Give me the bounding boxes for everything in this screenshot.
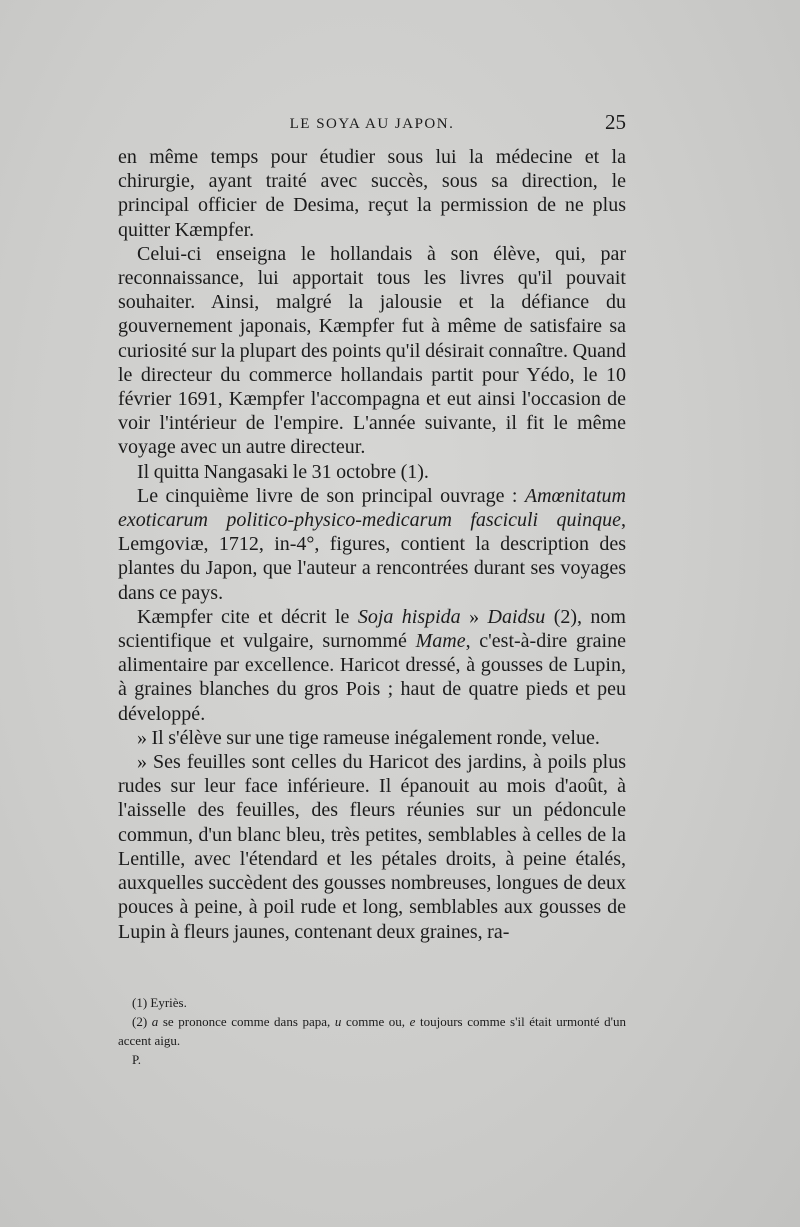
paragraph: » Ses feuilles sont celles du Haricot des jardins, à poils plus rudes sur leur face inférieure. Il épanouit au mois d'août, à l'aisselle des feuilles, des fleurs réunies sur un pédoncule commun, d'un blanc bleu, très petites, semblables à celles de la Lentille, avec l'étendard et les pétales droits, à peine étalés, auxquelles succèdent des gousses nombreuses, longues de deux pouces à peine, à poil rude et long, semblables aux gousses de Lupin à fleurs jaunes, contenant deux graines, ra- (118, 751, 626, 943)
body-text (118, 145, 626, 944)
letter: e (409, 1014, 416, 1029)
text-run: Kæmpfer cite et décrit le (137, 605, 358, 628)
text-run: , Lemgoviæ, 1712, in-4°, figures, contient la description des plantes du Japon, que l'auteur a rencontrées durant ses voyages dans ce pays. (118, 509, 626, 604)
japanese-name: Mame (415, 630, 466, 653)
paragraph: en même temps pour étudier sous lui la médecine et la chirurgie, ayant traité avec succès, sous sa direction, le principal officier de Desima, reçut la permission de ne plus quitter Kæmpfer. (118, 146, 626, 241)
footnote: (1) Eyriès. (132, 995, 187, 1010)
paragraph: Il quitta Nangasaki le 31 octobre (1). (137, 460, 429, 483)
text-run: » (460, 605, 488, 628)
text-run: toujours comme s'il était urmonté d'un accent aigu. (118, 1014, 626, 1048)
footnote-signature: P. (132, 1052, 142, 1067)
text-run: comme ou, (341, 1014, 410, 1029)
page-header (118, 110, 626, 140)
running-title: LE SOYA AU JAPON. (289, 116, 455, 132)
book-title: Amœnitatum exoticarum politico-physico-medicarum fasciculi quinque (118, 484, 626, 532)
text-run: (2), nom scientifique et vulgaire, surnommé (118, 605, 626, 653)
paragraph: » Il s'élève sur une tige rameuse inégalement ronde, velue. (137, 726, 600, 749)
footnote (118, 1012, 626, 1050)
page-number: 25 (605, 110, 626, 134)
text-run: , c'est-à-dire graine alimentaire par excellence. Haricot dressé, à gousses de Lupin, à graines blanches du gros Pois ; haut de quatre pieds et peu développé. (118, 630, 626, 725)
paragraph (118, 484, 626, 605)
paragraph (118, 605, 626, 726)
letter: a (151, 1014, 159, 1029)
letter: u (334, 1014, 342, 1029)
text-run: se prononce comme dans papa, (158, 1014, 335, 1029)
japanese-name: Daidsu (487, 605, 546, 628)
text-run: Le cinquième livre de son principal ouvrage : (137, 484, 525, 507)
paragraph: Celui-ci enseigna le hollandais à son élève, qui, par reconnaissance, lui apportait tous les livres qu'il pouvait souhaiter. Ainsi, malgré la jalousie et la défiance du gouvernement japonais, Kæmpfer fut à même de satisfaire sa curiosité sur la plupart des points qu'il désirait connaître. Quand le directeur du commerce hollandais partit pour Yédo, le 10 février 1691, Kæmpfer l'accompagna et eut ainsi l'occasion de voir l'intérieur de l'empire. L'année suivante, il fit le même voyage avec un autre directeur. (118, 242, 626, 459)
text-run: (2) (132, 1014, 152, 1029)
species-name: Soja hispida (357, 605, 461, 628)
footnotes (118, 993, 626, 1069)
